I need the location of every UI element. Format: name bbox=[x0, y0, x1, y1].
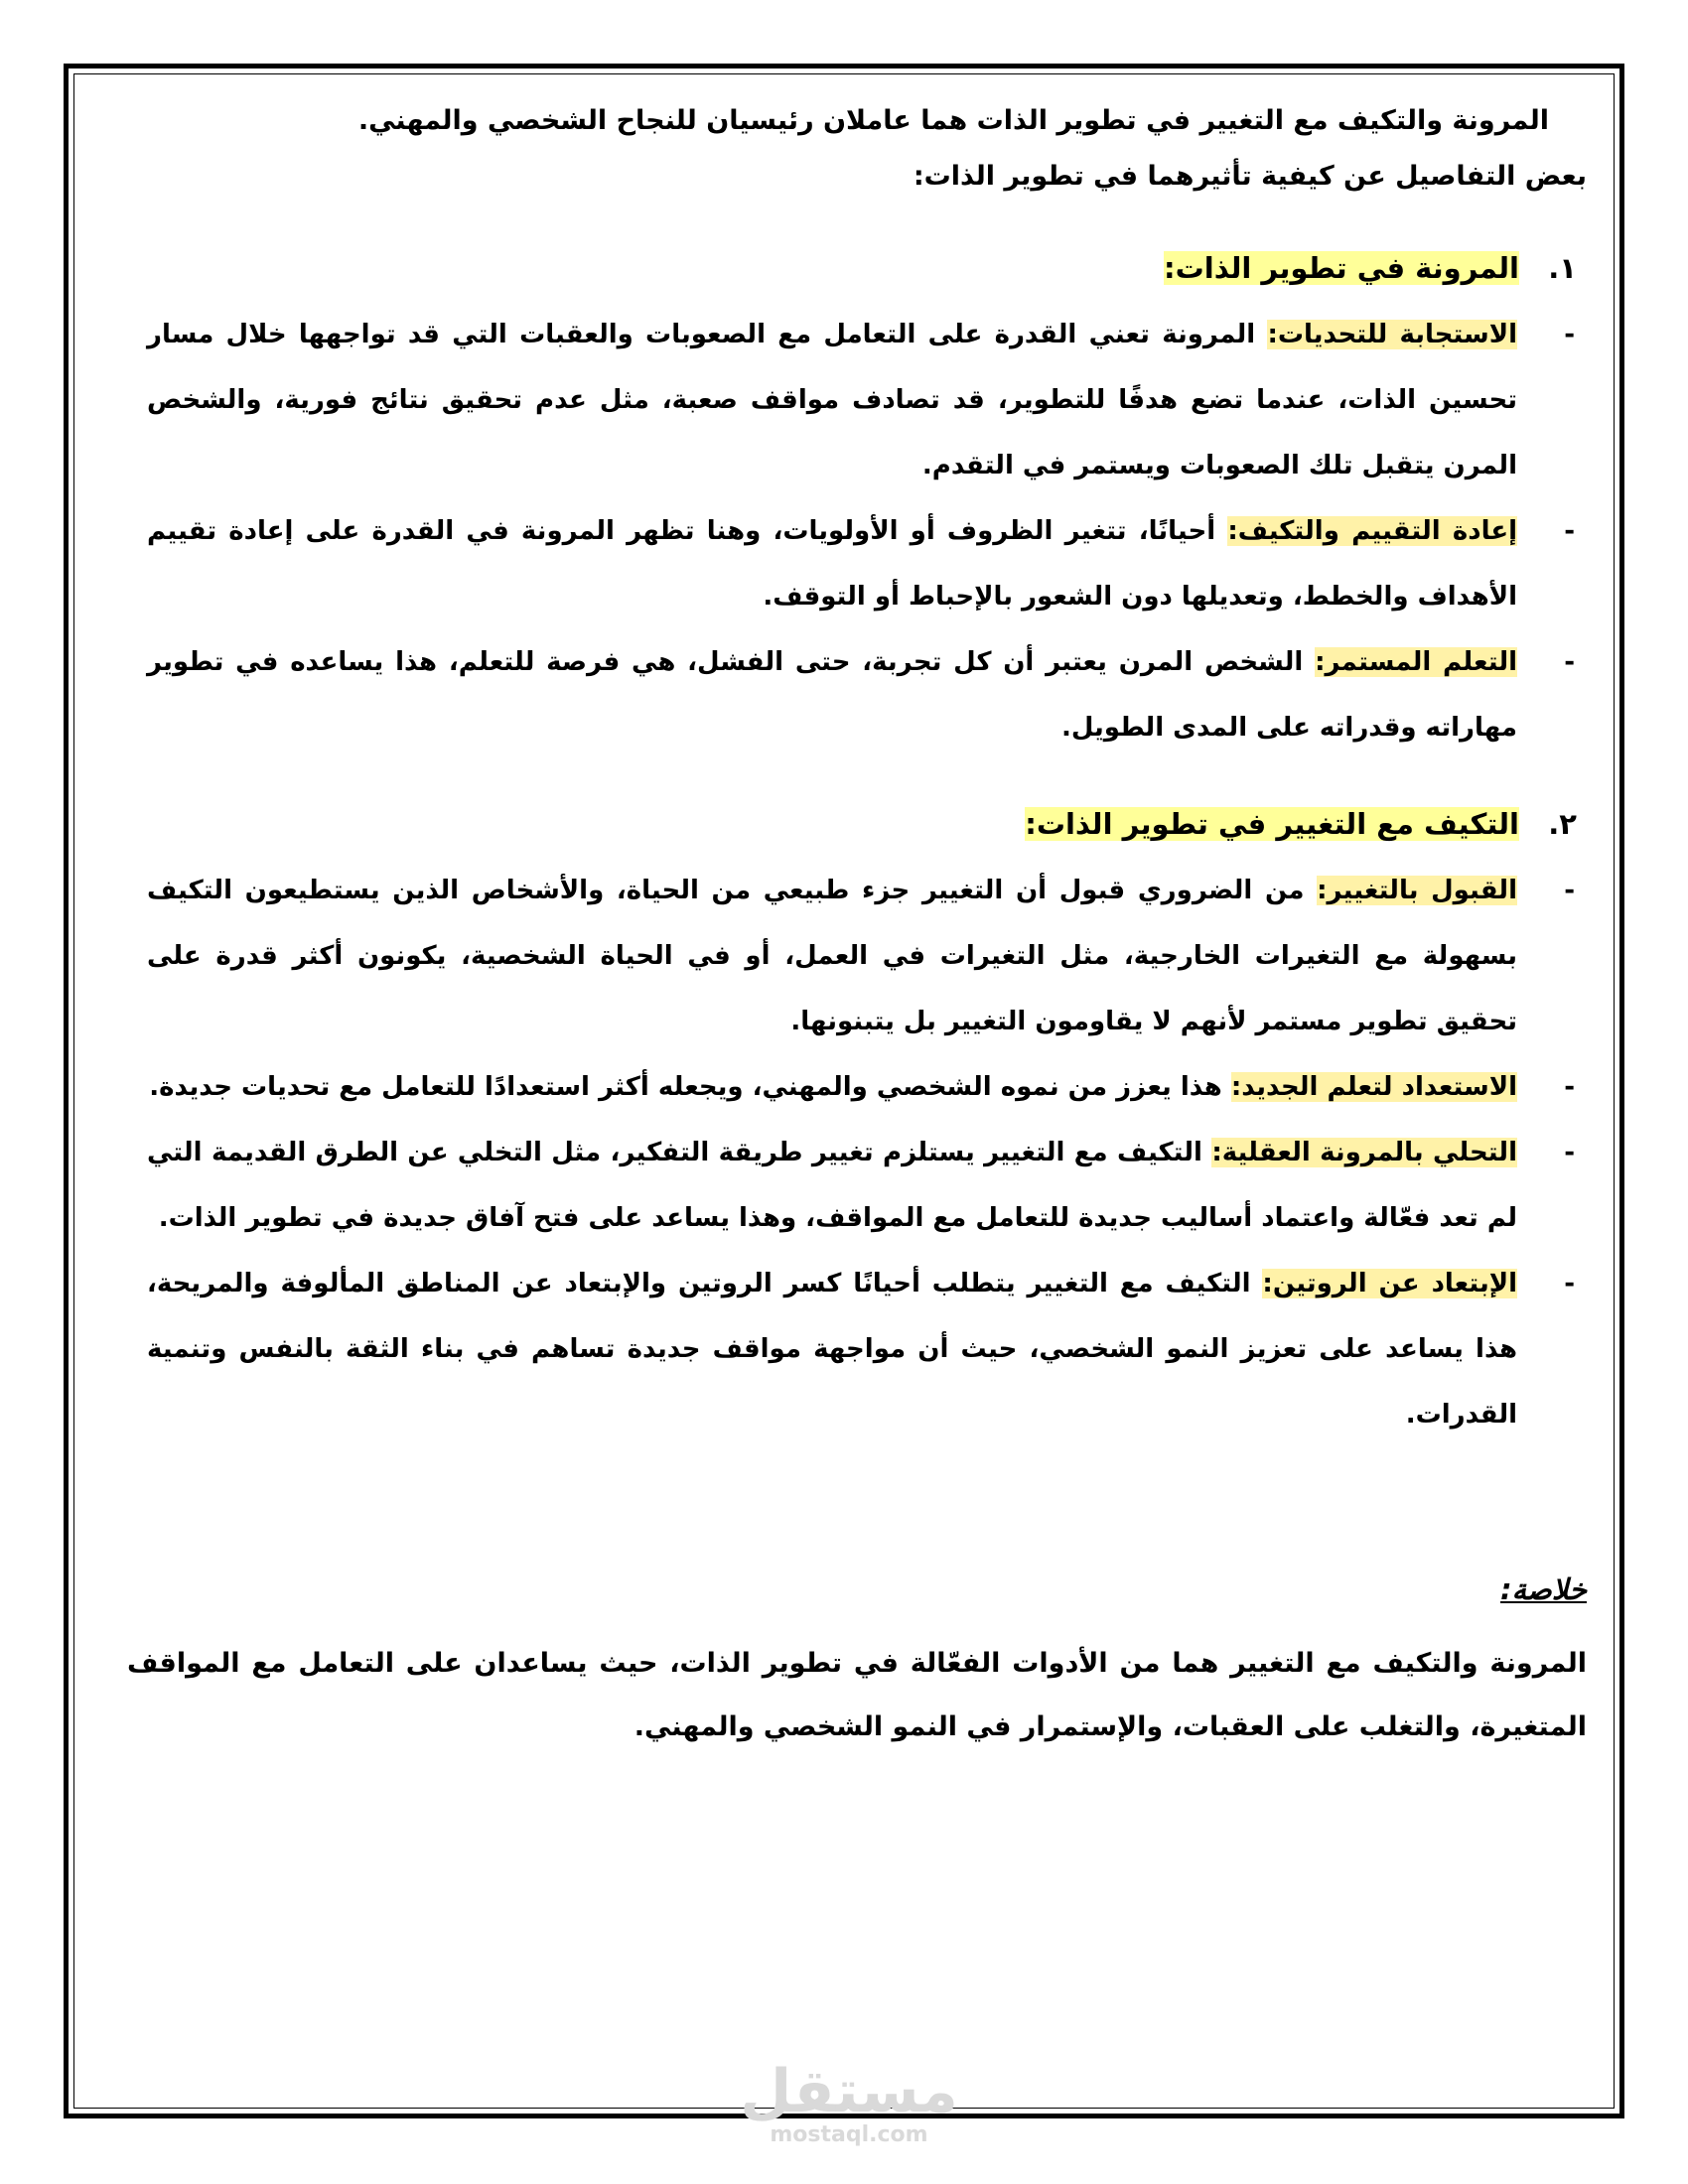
bullet-term: الاستجابة للتحديات: bbox=[1267, 320, 1517, 349]
summary-title: خلاصة: bbox=[1500, 1572, 1587, 1606]
intro-line-2: بعض التفاصيل عن كيفية تأثيرهما في تطوير الذات: bbox=[913, 161, 1587, 192]
watermark-latin: mostaql.com bbox=[770, 2122, 928, 2147]
bullet-marker: - bbox=[1564, 1269, 1575, 1298]
section-adaptation bbox=[127, 796, 1587, 1447]
list-item bbox=[127, 858, 1587, 1054]
watermark-arabic: مستقل bbox=[740, 2057, 958, 2126]
summary bbox=[127, 1565, 1587, 1759]
bullet-text: المرونة تعني القدرة على التعامل مع الصعوبات والعقبات التي قد تواجهها خلال مسار تحسين الذات، عندما تضع هدفًا للتطوير، قد تصادف مواقف صعبة، مثل عدم تحقيق نتائج فورية، والشخص المرن يتقبل تلك الصعوبات ويستمر في التقدم. bbox=[147, 320, 1517, 480]
bullet-term: إعادة التقييم والتكيف: bbox=[1227, 516, 1517, 546]
bullet-marker: - bbox=[1564, 1138, 1575, 1167]
bullet-marker: - bbox=[1564, 876, 1575, 905]
list-item bbox=[127, 498, 1587, 629]
section-number: ١. bbox=[1548, 251, 1577, 285]
bullet-text: التكيف مع التغيير يستلزم تغيير طريقة التفكير، مثل التخلي عن الطرق القديمة التي لم تعد فعّالة واعتماد أساليب جديدة للتعامل مع المواقف، وهذا يساعد على فتح آفاق جديدة في تطوير الذات. bbox=[147, 1138, 1517, 1233]
bullet-term: التعلم المستمر: bbox=[1315, 647, 1517, 677]
bullet-text: هذا يعزز من نموه الشخصي والمهني، ويجعله أكثر استعدادًا للتعامل مع تحديات جديدة. bbox=[149, 1072, 1231, 1102]
intro bbox=[127, 93, 1587, 205]
section-resilience bbox=[127, 240, 1587, 760]
bullet-term: القبول بالتغيير: bbox=[1317, 876, 1517, 905]
bullet-list bbox=[127, 302, 1587, 760]
bullet-text: من الضروري قبول أن التغيير جزء طبيعي من الحياة، والأشخاص الذين يستطيعون التكيف بسهولة مع التغيرات الخارجية، مثل التغيرات في العمل، أو في الحياة الشخصية، يكونون أكثر قدرة على تحقيق تطوير مستمر لأنهم لا يقاومون التغيير بل يتبنونها. bbox=[147, 876, 1517, 1036]
section-title: المرونة في تطوير الذات: bbox=[1164, 251, 1519, 285]
section-heading bbox=[127, 240, 1587, 296]
list-item bbox=[127, 629, 1587, 760]
bullet-text: التكيف مع التغيير يتطلب أحيانًا كسر الروتين والإبتعاد عن المناطق المألوفة والمريحة، هذا يساعد على تعزيز النمو الشخصي، حيث أن مواجهة مواقف جديدة تساهم في بناء الثقة بالنفس وتنمية القدرات. bbox=[147, 1269, 1517, 1430]
document-body bbox=[127, 93, 1587, 1759]
bullet-list bbox=[127, 858, 1587, 1447]
bullet-text: الشخص المرن يعتبر أن كل تجربة، حتى الفشل، هي فرصة للتعلم، هذا يساعده في تطوير مهاراته وقدراته على المدى الطويل. bbox=[147, 647, 1517, 743]
intro-line-1: المرونة والتكيف مع التغيير في تطوير الذات هما عاملان رئيسيان للنجاح الشخصي والمهني. bbox=[357, 105, 1549, 136]
bullet-term: الإبتعاد عن الروتين: bbox=[1262, 1269, 1517, 1298]
bullet-marker: - bbox=[1564, 320, 1575, 349]
section-title: التكيف مع التغيير في تطوير الذات: bbox=[1025, 807, 1519, 841]
section-number: ٢. bbox=[1548, 807, 1577, 841]
list-item bbox=[127, 302, 1587, 498]
section-heading bbox=[127, 796, 1587, 852]
list-item bbox=[127, 1120, 1587, 1251]
bullet-text: أحيانًا، تتغير الظروف أو الأولويات، وهنا تظهر المرونة في القدرة على إعادة تقييم الأهداف والخطط، وتعديلها دون الشعور بالإحباط أو التوقف. bbox=[147, 516, 1517, 612]
list-item bbox=[127, 1251, 1587, 1447]
bullet-marker: - bbox=[1564, 1072, 1575, 1102]
watermark-logo bbox=[735, 2057, 963, 2147]
list-item bbox=[127, 1054, 1587, 1120]
bullet-term: التحلي بالمرونة العقلية: bbox=[1211, 1138, 1517, 1167]
bullet-marker: - bbox=[1564, 516, 1575, 546]
bullet-marker: - bbox=[1564, 647, 1575, 677]
summary-text: المرونة والتكيف مع التغيير هما من الأدوات الفعّالة في تطوير الذات، حيث يساعدان على التعامل مع المواقف المتغيرة، والتغلب على العقبات، والإستمرار في النمو الشخصي والمهني. bbox=[127, 1648, 1587, 1742]
bullet-term: الاستعداد لتعلم الجديد: bbox=[1230, 1072, 1517, 1102]
